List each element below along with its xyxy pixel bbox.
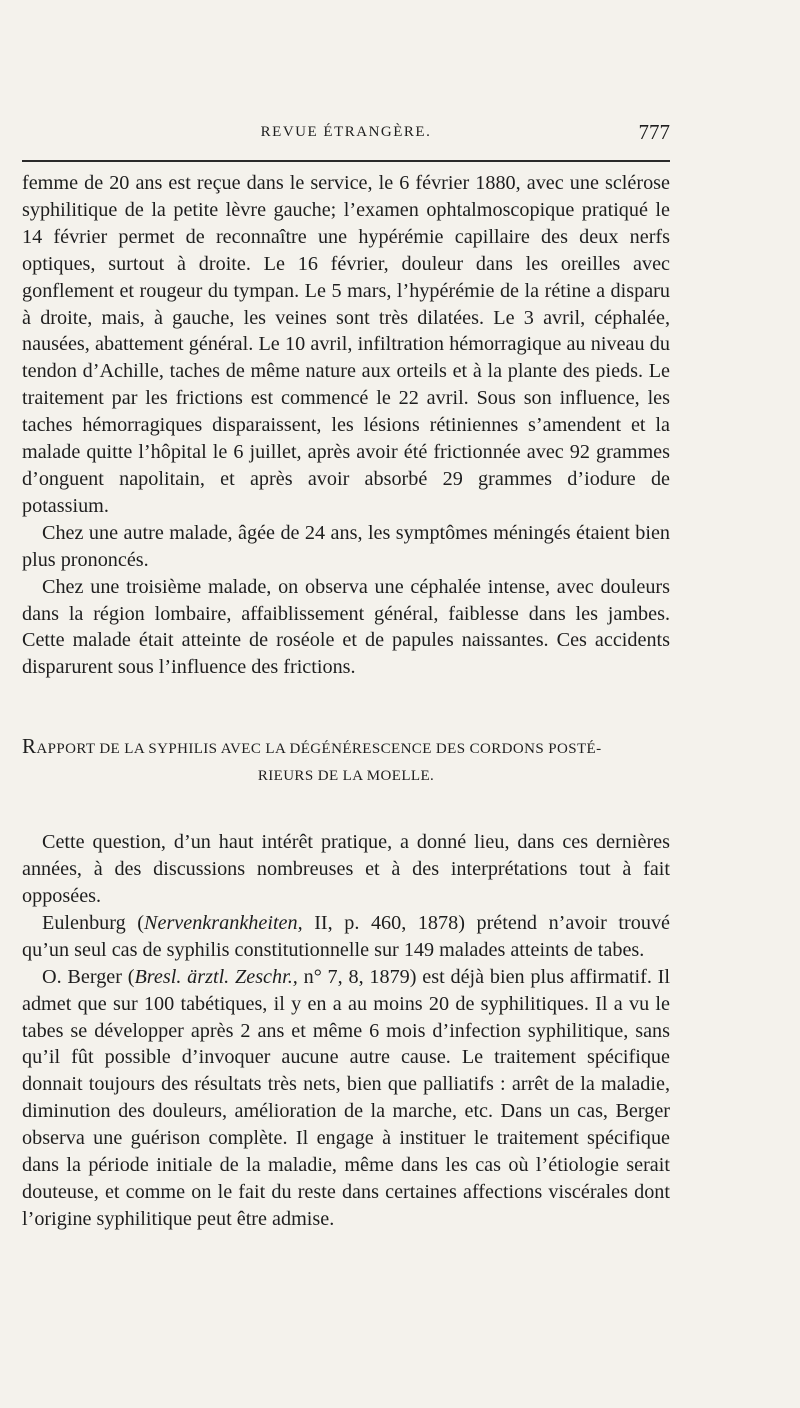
paragraph-4: Cette question, d’un haut intérêt pratique, a donné lieu, dans ces dernières années, à des discussions nombreuses et à des interprétations tout à fait opposées. bbox=[22, 831, 670, 908]
paragraph-5 bbox=[22, 910, 670, 964]
p5-after: II, p. 460, 1878) prétend n’avoir trouvé qu’un seul cas de syphilis constitutionnelle sur 149 malades atteints de tabes. bbox=[22, 911, 670, 961]
p6-before: O. Berger ( bbox=[42, 965, 135, 988]
heading-line-2: RIEURS DE LA MOELLE. bbox=[257, 768, 435, 785]
paragraph-1: femme de 20 ans est reçue dans le service, le 6 février 1880, avec une sclérose syphilitique de la petite lèvre gauche; l’examen ophtalmoscopique pratiqué le 14 février permet de reconnaître une hypérémie capillaire des deux nerfs optiques, surtout à droite. Le 16 février, douleur dans les oreilles avec gonflement et rougeur du tympan. Le 5 mars, l’hypérémie de la rétine a disparu à droite, mais, à gauche, les veines sont très dilatées. Le 3 avril, céphalée, nausées, abattement général. Le 10 avril, infiltration hémorragique au niveau du tendon d’Achille, taches de même nature aux orteils et à la plante des pieds. Le traitement par les frictions est commencé le 22 avril. Sous son influence, les taches hémorragiques disparaissent, les lésions rétiniennes s’amendent et la malade quitte l’hôpital le 6 juillet, après avoir été frictionnée avec 92 grammes d’onguent napolitain, et après avoir absorbé 29 grammes d’iodure de potassium. bbox=[22, 172, 670, 517]
section-heading bbox=[22, 733, 670, 790]
page-number: 777 bbox=[638, 120, 670, 144]
paragraph-3: Chez une troisième malade, on observa une céphalée intense, avec douleurs dans la région lombaire, affaiblissement général, faiblesse dans les jambes. Cette malade était atteinte de roséole et de papules naissantes. Ces accidents disparurent sous l’influence des frictions. bbox=[22, 575, 670, 679]
paragraph-2: Chez une autre malade, âgée de 24 ans, les symptômes méningés étaient bien plus prononcés. bbox=[22, 521, 670, 571]
p6-citation: Bresl. ärztl. Zeschr., bbox=[134, 965, 298, 988]
paragraph-6 bbox=[22, 964, 670, 1233]
running-header bbox=[22, 120, 670, 154]
heading-line-1: APPORT DE LA SYPHILIS AVEC LA DÉGÉNÉRESCENCE DES CORDONS POSTÉ- bbox=[36, 741, 602, 758]
p5-citation: Nervenkrankheiten, bbox=[144, 911, 303, 934]
header-rule bbox=[22, 160, 670, 162]
body-text bbox=[22, 170, 670, 1233]
p6-after: n° 7, 8, 1879) est déjà bien plus affirmatif. Il admet que sur 100 tabétiques, il y en a au moins 20 de syphilitiques. Il a vu le tabes se développer après 2 ans et même 6 mois d’infection syphilitique, sans qu’il fût possible d’invoquer aucune autre cause. Le traitement spécifique donnait toujours des résultats très nets, bien que palliatifs : arrêt de la maladie, diminution des douleurs, amélioration de la marche, etc. Dans un cas, Berger observa une guérison complète. Il engage à instituer le traitement spécifique dans la période initiale de la maladie, même dans les cas où l’étiologie serait douteuse, et comme on le fait du reste dans certaines affections viscérales dont l’origine syphilitique peut être admise. bbox=[22, 965, 670, 1230]
running-title: REVUE ÉTRANGÈRE. bbox=[260, 124, 432, 140]
p5-before: Eulenburg ( bbox=[42, 911, 145, 934]
heading-initial: R bbox=[22, 734, 37, 759]
